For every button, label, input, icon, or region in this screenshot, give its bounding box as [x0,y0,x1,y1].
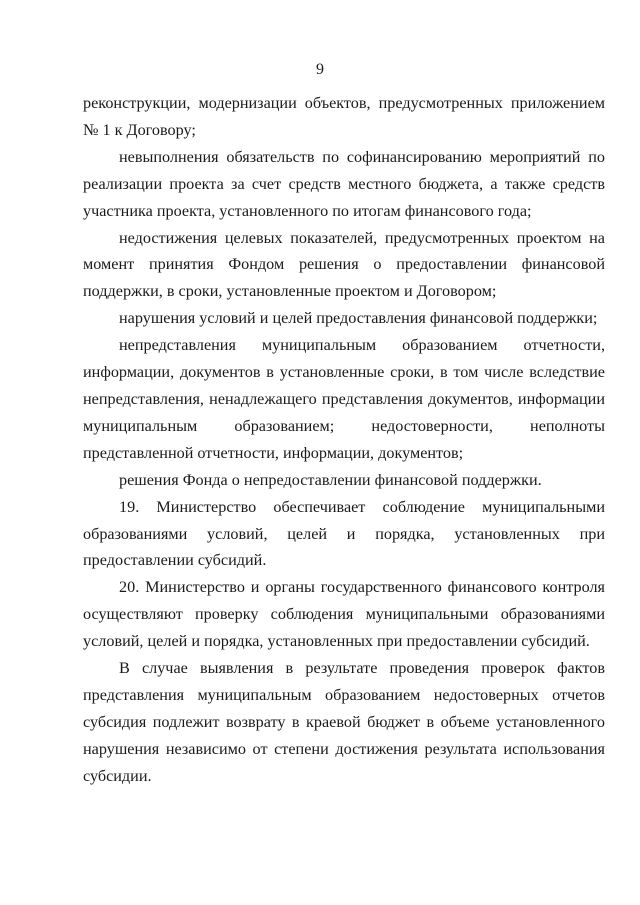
paragraph-cofinancing-failure: невыполнения обязательств по софинансированию мероприятий по реализации проекта за счет средств местного бюджета, а также средств участника проекта, установленного по итогам финансового года; [83,147,605,220]
paragraph-target-indicators: недостижения целевых показателей, предусмотренных проектом на момент принятия Фондом решения о предоставлении финансовой поддержки, в сроки, установленные проектом и Договором; [83,228,605,301]
paragraph-item-19: 19. Министерство обеспечивает соблюдение муниципальными образованиями условий, целей и порядка, установленных при предоставлении субсидий. [83,497,605,570]
paragraph-item-20: 20. Министерство и органы государственного финансового контроля осуществляют проверку соблюдения муниципальными образованиями условий, целей и порядка, установленных при предоставлении субсидий. [83,578,605,651]
paragraph-conditions-violation: нарушения условий и целей предоставления финансовой поддержки; [119,309,598,328]
paragraph-refund: В случае выявления в результате проведения проверок фактов представления муниципальным образованием недостоверных отчетов субсидия подлежит возврату в краевой бюджет в объеме установленного нарушения независимо от степени достижения результата использования субсидии. [83,659,605,785]
paragraph-fund-decision: решения Фонда о непредоставлении финансовой поддержки. [119,470,542,489]
paragraph-reporting-failure: непредставления муниципальным образованием отчетности, информации, документов в установленные сроки, в том числе вследствие непредставления, ненадлежащего представления документов, информации муниципальным образованием; недостоверности, неполноты представленной отчетности, информации, документов; [83,336,605,462]
paragraph-continuation: реконструкции, модернизации объектов, предусмотренных приложением № 1 к Договору; [83,94,605,139]
page-number: 9 [316,61,324,78]
document-body [83,90,605,790]
